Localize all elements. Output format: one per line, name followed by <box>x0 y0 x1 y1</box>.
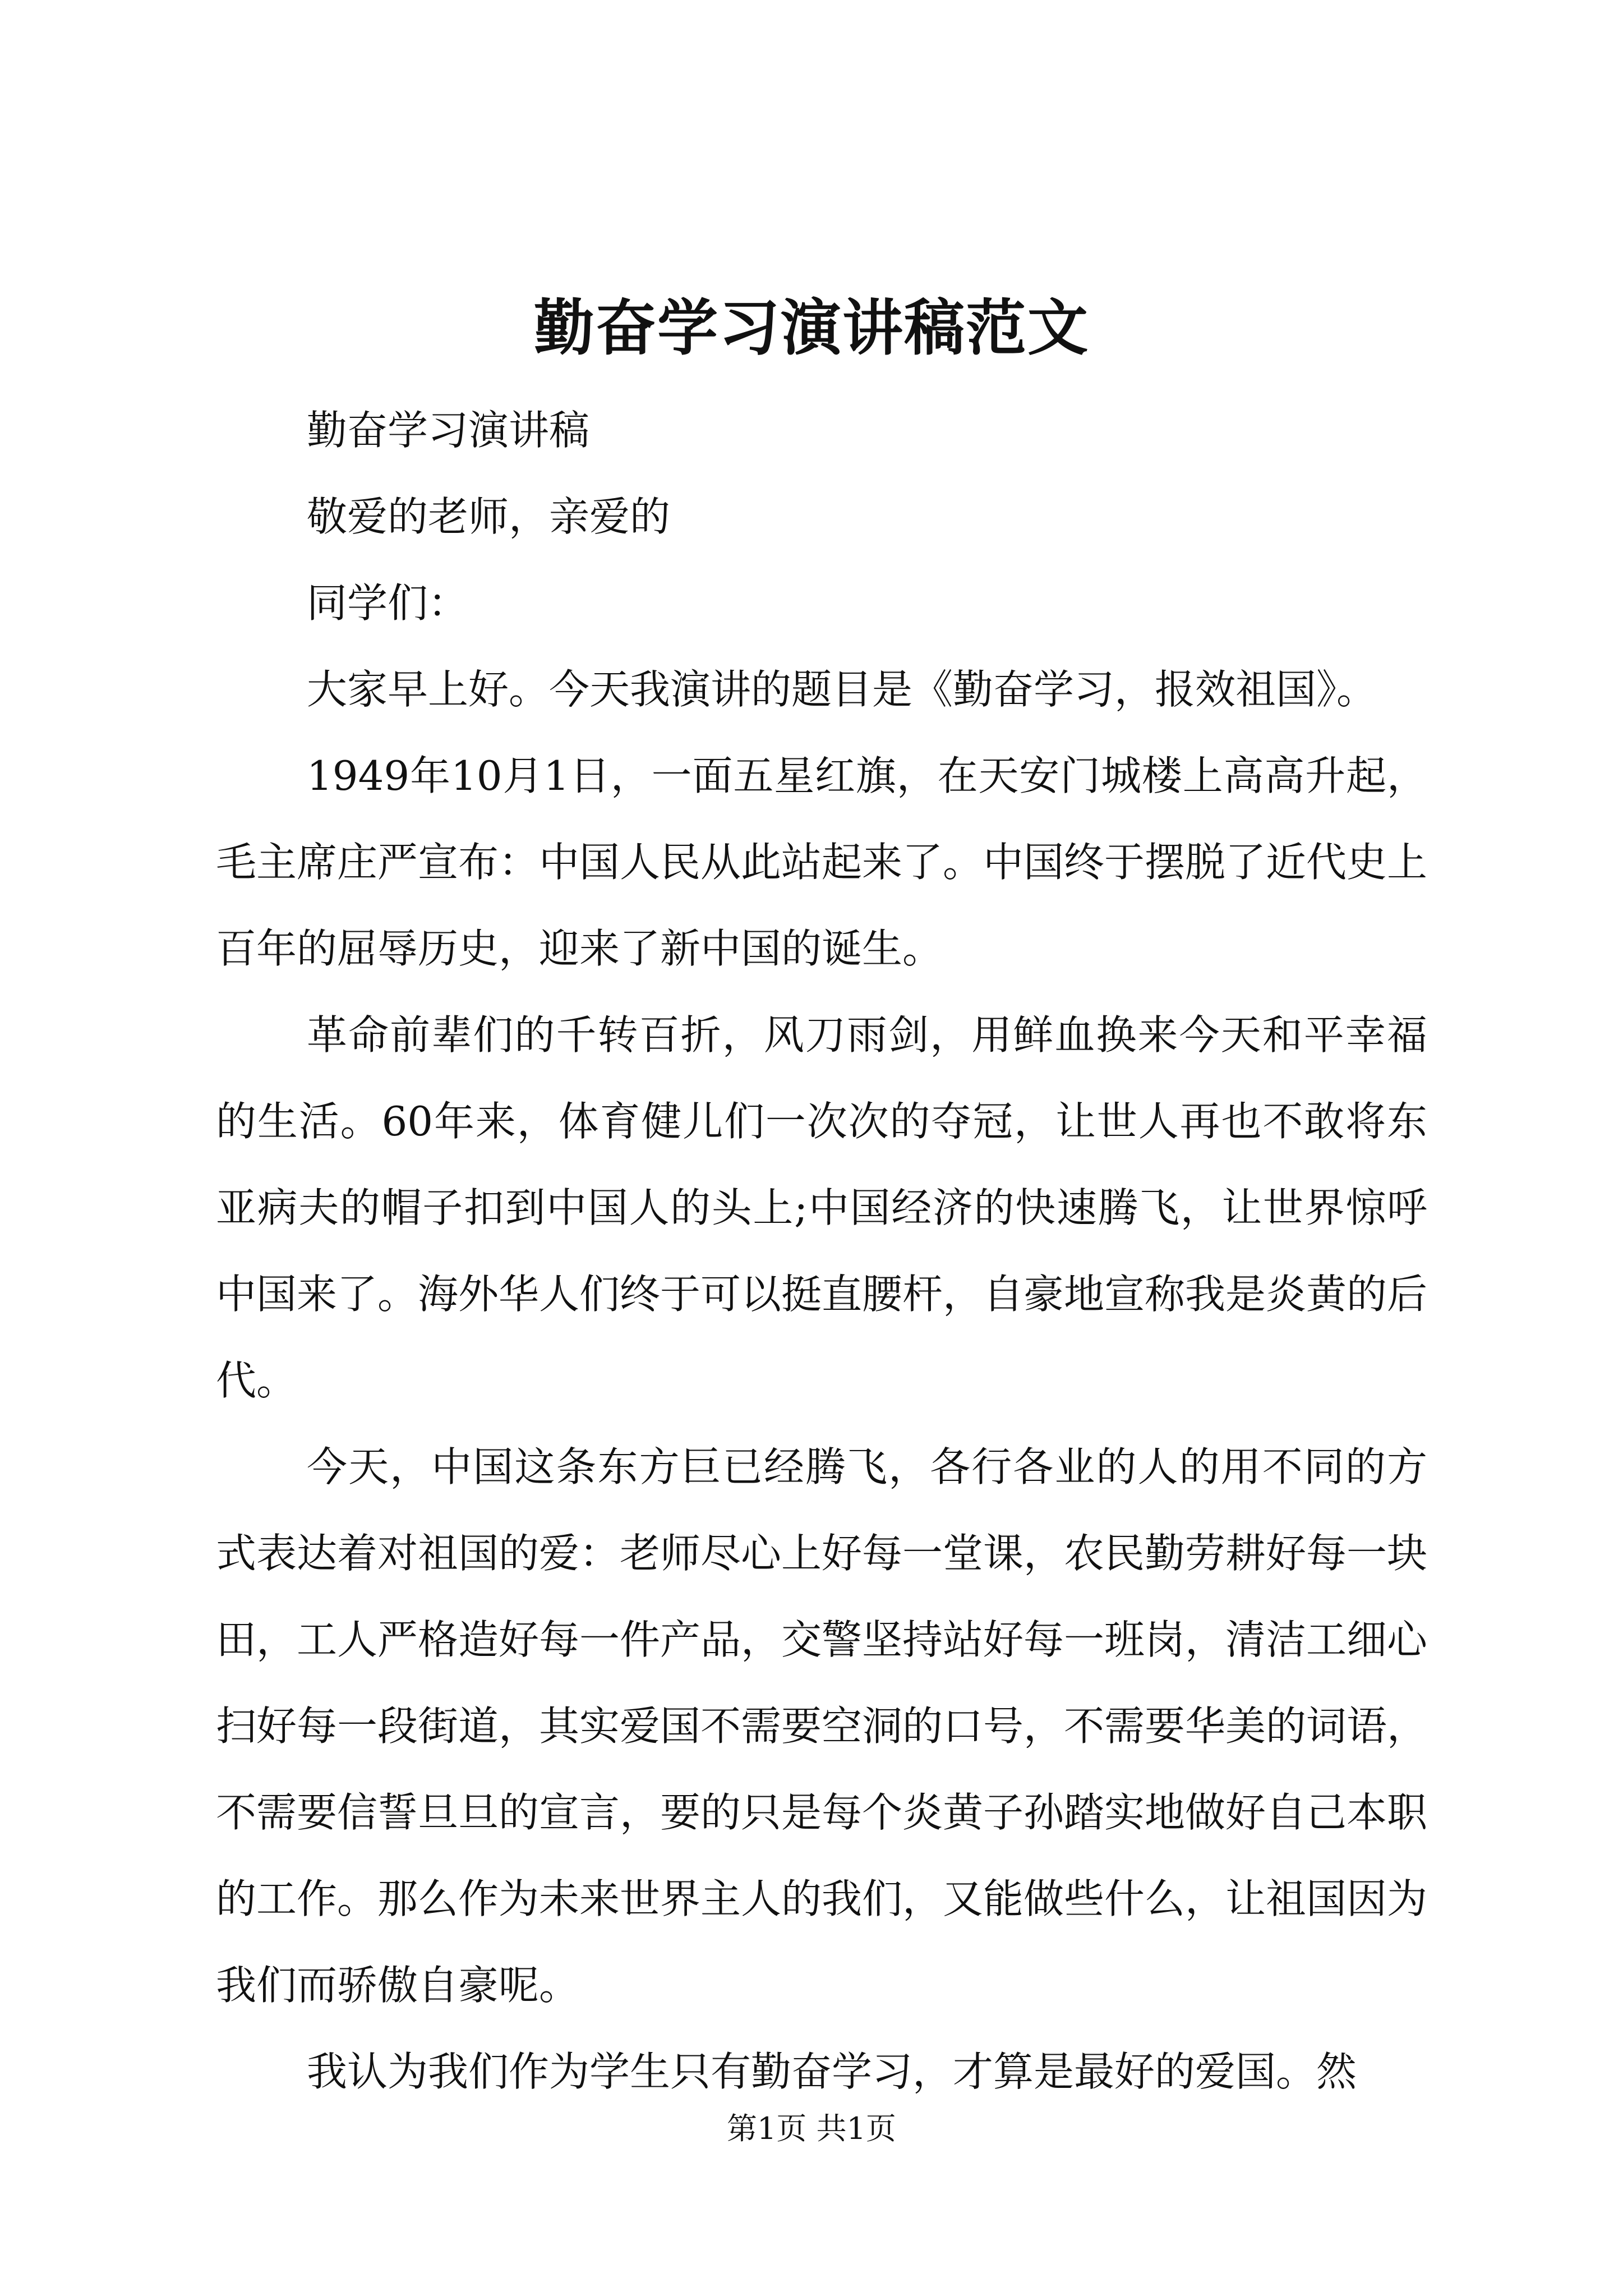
document-title: 勤奋学习演讲稿范文 <box>533 293 1089 364</box>
paragraph-revolution: 革命前辈们的千转百折，风刀雨剑，用鲜血换来今天和平幸福的生活。60年来，体育健儿们一次次的夺冠，让世人再也不敢将东亚病夫的帽子扣到中国人的头上;中国经济的快速腾飞，让世界惊呼中国来了。海外华人们终于可以挺直腰杆，自豪地宣称我是炎黄的后代。 <box>216 1011 1428 1404</box>
paragraph-greeting-cont: 同学们： <box>307 579 469 627</box>
paragraph-greeting: 敬爱的老师，亲爱的 <box>307 493 671 540</box>
paragraph-intro: 大家早上好。今天我演讲的题目是《勤奋学习，报效祖国》。 <box>307 666 1377 713</box>
paragraph-students: 我认为我们作为学生只有勤奋学习，才算是最好的爱国。然 <box>307 2048 1357 2095</box>
document-body <box>216 387 1427 2115</box>
paragraph-today: 今天，中国这条东方巨已经腾飞，各行各业的人的用不同的方式表达着对祖国的爱：老师尽心上好每一堂课，农民勤劳耕好每一块田，工人严格造好每一件产品，交警坚持站好每一班岗，清洁工细心扫好每一段街道，其实爱国不需要空洞的口号，不需要华美的词语，不需要信誓旦旦的宣言，要的只是每个炎黄子孙踏实地做好自己本职的工作。那么作为未来世界主人的我们，又能做些什么，让祖国因为我们而骄傲自豪呢。 <box>216 1443 1428 2009</box>
paragraph-heading: 勤奋学习演讲稿 <box>307 407 590 454</box>
page-footer: 第1页 共1页 <box>727 2111 896 2146</box>
paragraph-1949: 1949年10月1日，一面五星红旗，在天安门城楼上高高升起，毛主席庄严宣布：中国人民从此站起来了。中国终于摆脱了近代史上百年的屈辱历史，迎来了新中国的诞生。 <box>216 752 1428 972</box>
